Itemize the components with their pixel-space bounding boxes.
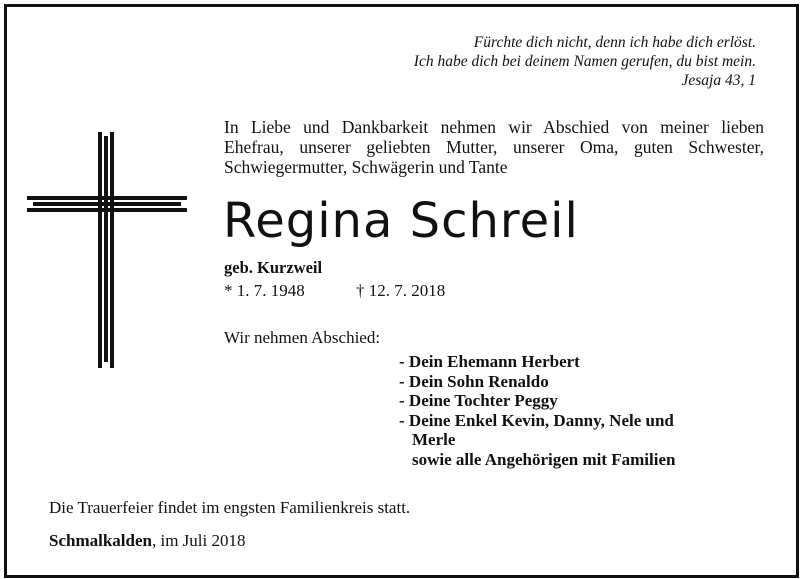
mourner-line: - Dein Sohn Renaldo	[399, 371, 549, 391]
mourner-line: Merle	[412, 430, 456, 449]
service-note: Die Trauerfeier findet im engsten Familienkreis statt.	[49, 498, 411, 517]
mourner-line: - Dein Ehemann Herbert	[399, 352, 580, 371]
obituary-notice	[4, 4, 799, 578]
bible-quote	[414, 33, 756, 90]
quote-line-1: Fürchte dich nicht, denn ich habe dich erlöst.	[473, 34, 756, 51]
place-month: , im Juli 2018	[151, 531, 246, 550]
mourner-line: - Deine Enkel Kevin, Danny, Nele und	[399, 410, 674, 430]
mourner-line: sowie alle Angehörigen mit Familien	[412, 449, 676, 469]
intro-line-3: Schwiegermutter, Schwägerin und Tante	[224, 157, 508, 177]
place-city: Schmalkalden	[49, 531, 152, 550]
farewell-heading: Wir nehmen Abschied:	[224, 328, 381, 347]
life-dates	[224, 281, 446, 301]
intro-line-1: In Liebe und Dankbarkeit nehmen wir Abschied von meiner lieben	[224, 117, 764, 137]
quote-source: Jesaja 43, 1	[681, 72, 756, 89]
cross-icon	[27, 132, 187, 368]
death-date: † 12. 7. 2018	[356, 281, 446, 300]
place-date	[49, 531, 246, 551]
mourners-list	[399, 352, 675, 469]
mourner-line: - Deine Tochter Peggy	[399, 391, 558, 410]
quote-line-2: Ich habe dich bei deinem Namen gerufen, du bist mein.	[413, 53, 756, 70]
deceased-name: Regina Schreil	[223, 193, 579, 249]
birth-date: * 1. 7. 1948	[224, 281, 305, 300]
birth-name: geb. Kurzweil	[224, 258, 323, 277]
intro-line-2: Ehefrau, unserer geliebten Mutter, unserer Oma, guten Schwester,	[224, 137, 764, 157]
intro-text	[224, 117, 764, 177]
